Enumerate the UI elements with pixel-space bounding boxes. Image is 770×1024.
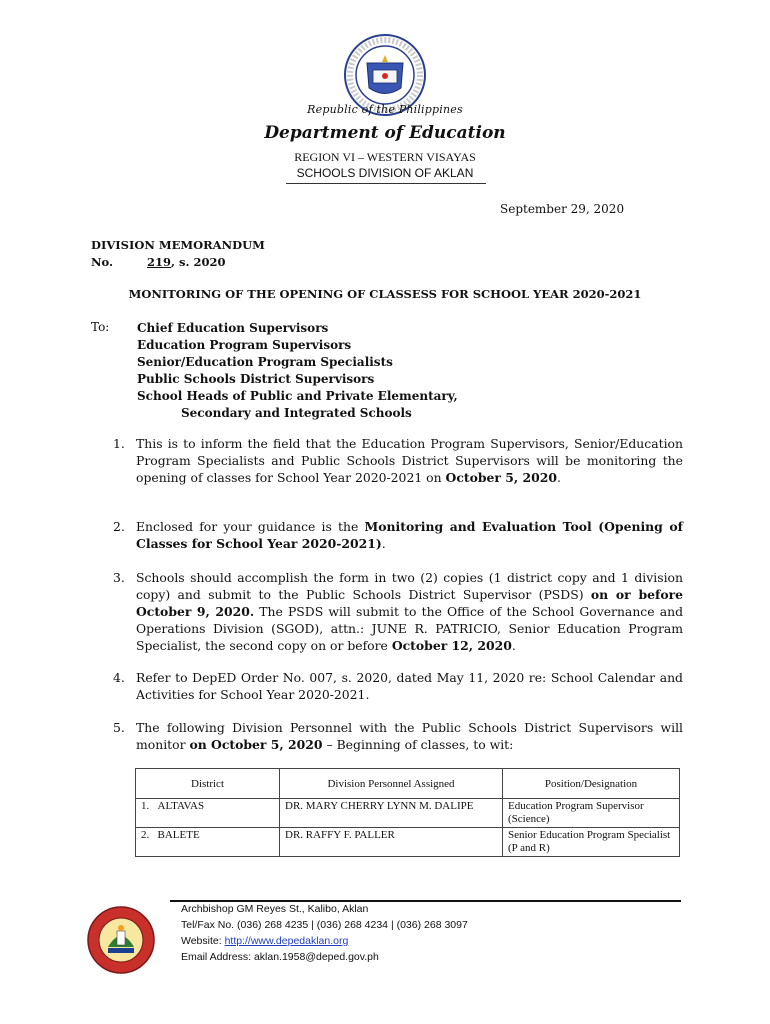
website-label: Website:: [181, 935, 225, 947]
paragraph-number: 2.: [113, 519, 125, 534]
paragraph-number: 4.: [113, 670, 125, 685]
paragraph-bold: Monitoring and Evaluation Tool (Opening of Classes for School Year 2020-2021): [136, 519, 683, 551]
recipient-item: Senior/Education Program Specialists: [137, 355, 393, 369]
paragraph-text: The following Division Personnel with the Public Schools District Supervisors will monitor: [136, 720, 683, 752]
column-header: District: [136, 769, 280, 799]
personnel-table: [135, 768, 680, 857]
memo-subject: MONITORING OF THE OPENING OF CLASSESS FOR SCHOOL YEAR 2020-2021: [128, 287, 642, 301]
paragraph-end: .: [556, 470, 561, 485]
personnel-cell: DR. RAFFY F. PALLER: [280, 828, 503, 857]
recipient-item: Education Program Supervisors: [137, 338, 352, 352]
paragraph-number: 5.: [113, 720, 125, 735]
table-row: [136, 828, 680, 857]
header-divider: [286, 183, 486, 184]
memo-date: September 29, 2020: [500, 202, 625, 216]
memo-heading: [91, 237, 265, 271]
column-header: Position/Designation: [503, 769, 680, 799]
recipient-item: School Heads of Public and Private Elementary,: [137, 389, 458, 403]
paragraph-number: 1.: [113, 436, 125, 451]
recipient-item: Public Schools District Supervisors: [137, 372, 375, 386]
paragraph-bold: on October 5, 2020: [189, 737, 323, 752]
paragraph-text: Schools should accomplish the form in two (2) copies (1 district copy and 1 division copy) and submit to the Public Schools District Supervisor (PSDS): [136, 570, 683, 602]
memo-number-line: [91, 254, 265, 271]
position-cell: Education Program Supervisor (Science): [503, 799, 680, 828]
footer-contact: [181, 901, 468, 965]
district-name: BALETE: [157, 829, 200, 841]
footer-address: Archbishop GM Reyes St., Kalibo, Aklan: [181, 903, 369, 915]
paragraph-5: [113, 719, 683, 753]
paragraph-bold: October 12, 2020: [391, 638, 512, 653]
memo-series: , s. 2020: [171, 255, 226, 269]
table-header-row: [136, 769, 680, 799]
footer-email: Email Address: aklan.1958@deped.gov.ph: [181, 951, 379, 963]
paragraph-end: .: [381, 536, 386, 551]
recipient-list: [137, 320, 458, 422]
memo-no-label: No.: [91, 255, 113, 269]
table-row: [136, 799, 680, 828]
memo-number: 219: [146, 255, 171, 269]
paragraph-text: – Beginning of classes, to wit:: [322, 737, 514, 752]
paragraph-1: [113, 435, 683, 486]
recipient-item: Secondary and Integrated Schools: [181, 406, 412, 420]
website-link[interactable]: http://www.depedaklan.org: [224, 935, 349, 947]
district-cell: [136, 828, 280, 857]
republic-label: Republic of the Philippines: [307, 103, 463, 116]
position-cell: Senior Education Program Specialist (P and R): [503, 828, 680, 857]
paragraph-text: Refer to DepED Order No. 007, s. 2020, dated May 11, 2020 re: School Calendar and Activities for School Year 2020-2021.: [136, 670, 683, 702]
footer-telfax: Tel/Fax No. (036) 268 4235 | (036) 268 4234 | (036) 268 3097: [181, 919, 468, 931]
paragraph-4: [113, 669, 683, 703]
department-name: Department of Education: [264, 123, 506, 143]
column-header: Division Personnel Assigned: [280, 769, 503, 799]
row-number: 1.: [141, 800, 150, 812]
recipient-item: Chief Education Supervisors: [137, 321, 329, 335]
paragraph-bold: on or before October 9, 2020.: [136, 587, 684, 619]
paragraph-3: [113, 569, 683, 654]
paragraph-number: 3.: [113, 570, 125, 585]
paragraph-text: Enclosed for your guidance is the: [136, 519, 365, 534]
footer-website-line: [181, 933, 468, 949]
paragraph-text: The PSDS will submit to the Office of the School Governance and Operations Division (SGOD), attn.: JUNE R. PATRICIO, Senior Education Program Specialist, the second copy on or before: [136, 604, 683, 653]
division-seal-icon: [86, 905, 156, 975]
paragraph-end: .: [511, 638, 516, 653]
district-cell: [136, 799, 280, 828]
region-label: REGION VI – WESTERN VISAYAS: [294, 150, 476, 164]
to-label: To:: [91, 320, 110, 334]
memo-title: DIVISION MEMORANDUM: [91, 238, 265, 252]
row-number: 2.: [141, 829, 150, 841]
paragraph-bold: October 5, 2020: [445, 470, 557, 485]
paragraph-2: [113, 518, 683, 552]
district-name: ALTAVAS: [157, 800, 205, 812]
paragraph-text: This is to inform the field that the Education Program Supervisors, Senior/Education Program Specialists and Public Schools District Supervisors will be monitoring the opening of classes for School Year 2020-2021 on: [136, 436, 683, 485]
personnel-cell: DR. MARY CHERRY LYNN M. DALIPE: [280, 799, 503, 828]
division-label: SCHOOLS DIVISION OF AKLAN: [296, 166, 474, 180]
